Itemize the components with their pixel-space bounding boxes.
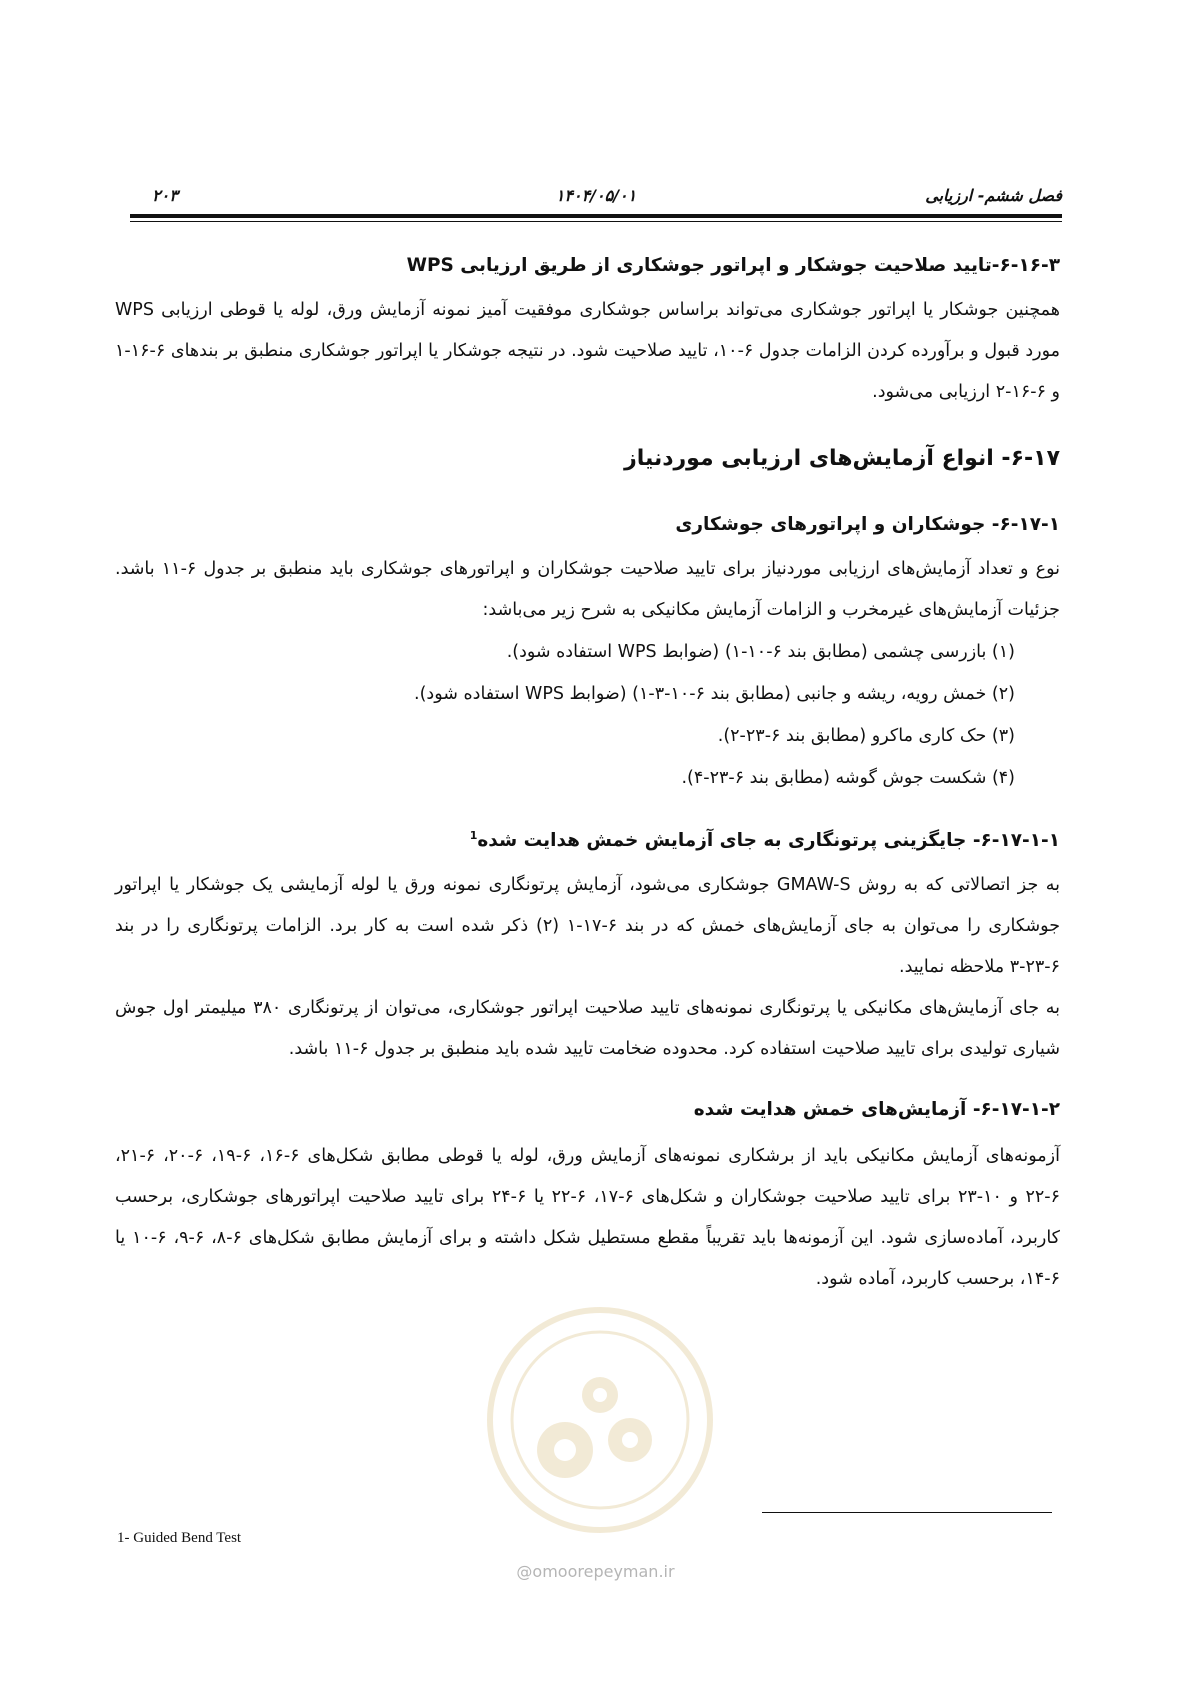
list-item: (۲) خمش رویه، ریشه و جانبی (مطابق بند ۶-۱۰-۳-۱) (ضوابط WPS استفاده شود).	[414, 684, 1015, 704]
header-date: ۱۴۰۴/۰۵/۰۱	[555, 186, 637, 205]
header-rule-thin	[130, 221, 1062, 222]
gear-seal-logo-icon	[480, 1300, 720, 1540]
section-heading-6-17-1-1-text: ۶-۱۷-۱-۱- جایگزینی پرتونگاری به جای آزمایش خمش هدایت شده	[477, 830, 1060, 851]
footnote: 1- Guided Bend Test	[117, 1530, 242, 1546]
page-content	[115, 246, 1060, 1300]
page-header	[130, 186, 1062, 210]
section-heading-6-17-1: ۶-۱۷-۱- جوشکاران و اپراتورهای جوشکاری	[675, 514, 1060, 535]
paragraph-6-17-1: نوع و تعداد آزمایش‌های ارزیابی موردنیاز برای تایید صلاحیت جوشکاران و اپراتورهای جوشکاری باید منطبق بر جدول ۶-۱۱ باشد. جزئیات آزمایش‌های غیرمخرب و الزامات آزمایش مکانیکی به شرح زیر می‌باشد:	[115, 559, 1060, 620]
header-rule-thick	[130, 214, 1062, 218]
section-heading-6-17-1-1	[115, 821, 1060, 861]
page-number: ۲۰۳	[152, 186, 178, 205]
paragraph-6-17-1-1-b: به جای آزمایش‌های مکانیکی یا پرتونگاری نمونه‌های تایید صلاحیت اپراتور جوشکاری، می‌توان از پرتونگاری ۳۸۰ میلیمتر اول جوش شیاری تولیدی برای تایید صلاحیت استفاده کرد. محدوده ضخامت تایید شده باید منطبق بر جدول ۶-۱۱ باشد.	[115, 998, 1060, 1059]
section-heading-6-17-1-2: ۶-۱۷-۱-۲- آزمایش‌های خمش هدایت شده	[693, 1099, 1060, 1120]
footnote-mark: 1	[469, 828, 478, 842]
section-heading-6-16-3: ۶-۱۶-۳-تایید صلاحیت جوشکار و اپراتور جوشکاری از طریق ارزیابی WPS	[406, 255, 1060, 276]
list-item: (۱) بازرسی چشمی (مطابق بند ۶-۱۰-۱) (ضوابط WPS استفاده شود).	[506, 642, 1015, 662]
test-list	[115, 631, 1060, 799]
section-heading-6-17: ۶-۱۷- انواع آزمایش‌های ارزیابی موردنیاز	[624, 446, 1060, 471]
footnote-divider	[762, 1512, 1052, 1513]
list-item: (۳) حک کاری ماکرو (مطابق بند ۶-۲۳-۲).	[717, 726, 1015, 746]
watermark-url: @omoorepeyman.ir	[516, 1562, 675, 1581]
paragraph-6-16-3: همچنین جوشکار یا اپراتور جوشکاری می‌تواند براساس جوشکاری موفقیت آمیز نمونه آزمایش ورق، لوله یا قوطی ارزیابی WPS مورد قبول و برآورده کردن الزامات جدول ۶-۱۰، تایید صلاحیت شود. در نتیجه جوشکار یا اپراتور جوشکاری منطبق بر بندهای ۶-۱۶-۱ و ۶-۱۶-۲ ارزیابی می‌شود.	[115, 300, 1060, 402]
paragraph-6-17-1-1-a: به جز اتصالاتی که به روش GMAW-S جوشکاری می‌شود، آزمایش پرتونگاری نمونه ورق یا لوله آزمایشی یک جوشکار یا اپراتور جوشکاری را می‌توان به جای آزمایش‌های خمش که در بند ۶-۱۷-۱ (۲) ذکر شده است به کار برد. الزامات پرتونگاری را در بند ۶-۲۳-۳ ملاحظه نمایید.	[115, 875, 1061, 977]
chapter-title: فصل ششم- ارزیابی	[925, 186, 1062, 205]
list-item: (۴) شکست جوش گوشه (مطابق بند ۶-۲۳-۴).	[681, 768, 1015, 788]
paragraph-6-17-1-2: آزمونه‌های آزمایش مکانیکی باید از برشکاری نمونه‌های آزمایش ورق، لوله یا قوطی مطابق شکل‌های ۶-۱۶، ۶-۱۹، ۶-۲۰، ۶-۲۱، ۶-۲۲ و ۱۰-۲۳ برای تایید صلاحیت جوشکاران و شکل‌های ۶-۱۷، ۶-۲۲ یا ۶-۲۴ برای تایید صلاحیت اپراتورهای جوشکاری، برحسب کاربرد، آماده‌سازی شود. این آزمونه‌ها باید تقریباً مقطع مستطیل شکل داشته و برای آزمایش مطابق شکل‌های ۶-۸، ۶-۹، ۶-۱۰ یا ۶-۱۴، برحسب کاربرد، آماده شود.	[115, 1146, 1061, 1289]
